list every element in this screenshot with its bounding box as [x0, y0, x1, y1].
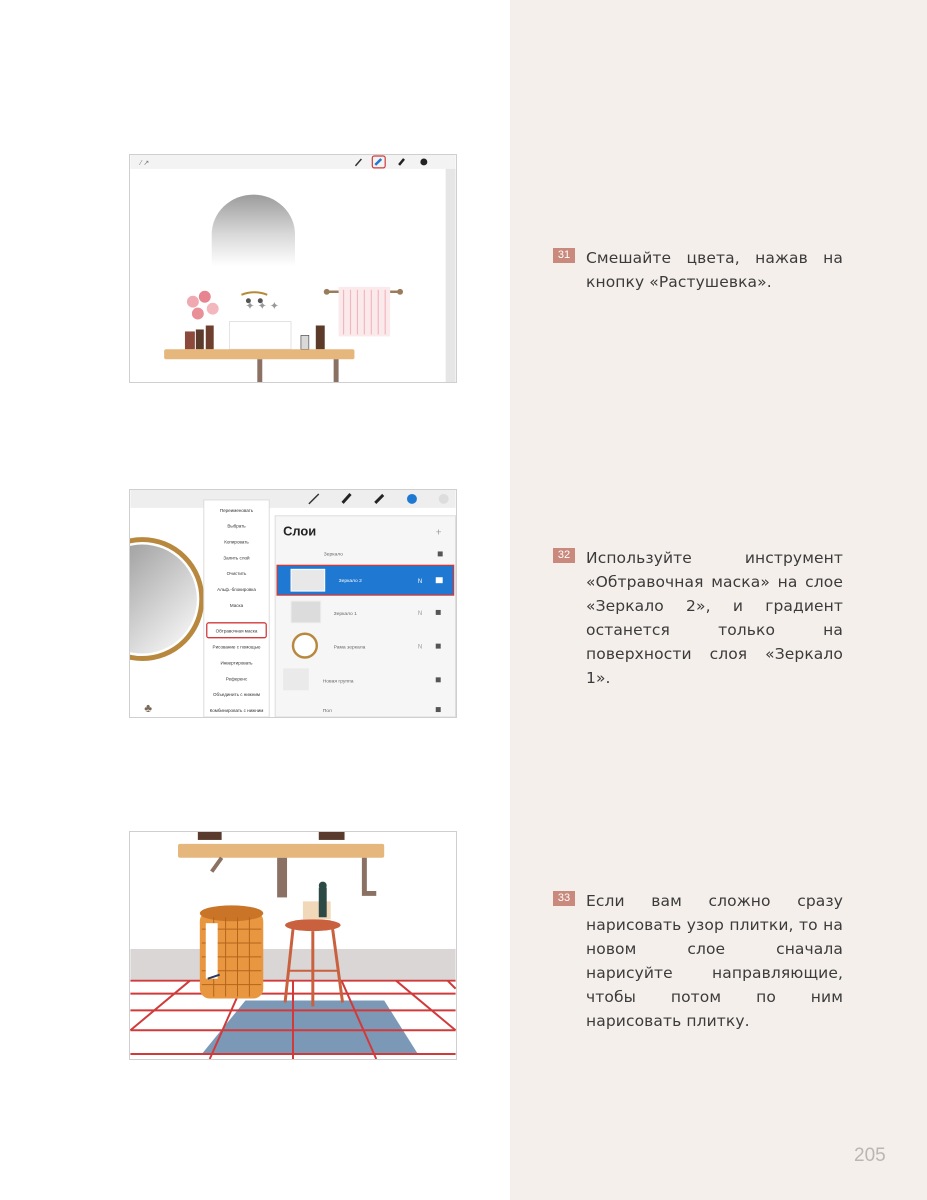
svg-text:✦ ✦ ✦: ✦ ✦ ✦	[245, 300, 279, 313]
screenshot-blend-step	[129, 154, 457, 383]
menu-item[interactable]: Переименовать	[219, 507, 254, 513]
side-scroll	[446, 169, 456, 382]
menu-item[interactable]: Копировать	[224, 539, 249, 545]
layers-icon[interactable]	[407, 494, 417, 504]
layer-name[interactable]: Зеркало	[323, 552, 343, 558]
screenshot-1-illustration	[130, 155, 456, 382]
screenshot-2-illustration	[130, 490, 456, 717]
step-text: Если вам сложно сразу нарисовать узор плитки, то на новом слое сначала нарисуйте направляющие, чтобы потом по ним нарисовать плитку.	[586, 892, 843, 1030]
layer-options-menu	[204, 500, 269, 717]
menu-item[interactable]: Инвертировать	[220, 660, 253, 666]
menu-item[interactable]: Выбрать	[227, 523, 246, 529]
screenshot-3-illustration	[130, 832, 456, 1059]
svg-text:N: N	[417, 610, 423, 617]
layer-thumbnail	[291, 601, 321, 623]
shelf	[164, 349, 354, 359]
step-text: Используйте инструмент «Обтравочная маска» на слое «Зеркало 2», и градиент останется только на поверхности слоя «Зеркало 1».	[586, 549, 843, 687]
layer-thumbnail	[293, 634, 317, 658]
screenshot-clipping-mask-step	[129, 489, 457, 718]
toolbar-icons-left: ⁄ ↗	[140, 159, 150, 167]
menu-item[interactable]: Объединить с нижним	[212, 692, 261, 698]
layer-name[interactable]: Рама зеркала	[333, 645, 366, 651]
step-number: 31	[553, 248, 575, 263]
layers-title: Слои	[283, 523, 317, 539]
layer-name[interactable]: Новая группа	[322, 679, 354, 685]
screenshot-tile-guides-step	[129, 831, 457, 1060]
menu-item[interactable]: Референс	[225, 676, 248, 682]
svg-text:♣: ♣	[144, 701, 153, 716]
layers-icon[interactable]	[420, 158, 427, 165]
shelf	[178, 844, 384, 858]
layer-thumbnail	[291, 569, 325, 591]
toolbar	[130, 155, 455, 169]
baseboard	[130, 949, 455, 981]
laundry-basket	[200, 905, 263, 998]
layer-name[interactable]: Зеркало 1	[333, 611, 357, 617]
step-number: 32	[553, 548, 575, 563]
svg-text:N: N	[417, 579, 423, 586]
menu-item[interactable]: Рисование с помощью	[212, 644, 261, 650]
menu-item[interactable]: Маска	[229, 602, 244, 608]
layer-name[interactable]: Пол	[322, 709, 332, 715]
menu-item[interactable]: Залить слой	[223, 555, 250, 561]
layer-name[interactable]: Зеркало 2	[338, 579, 362, 585]
sink	[230, 322, 291, 350]
step-number: 33	[553, 891, 575, 906]
menu-item-clipping-mask[interactable]: Обтравочная маска	[215, 628, 258, 634]
mirror-gradient	[212, 195, 295, 266]
svg-text:N: N	[417, 644, 423, 651]
toolbar	[130, 490, 455, 508]
mirror-hook	[241, 292, 267, 294]
group-thumbnail	[283, 668, 309, 690]
menu-item[interactable]: Комбинировать с нижним	[209, 708, 264, 714]
step-32	[553, 546, 843, 690]
step-31	[553, 246, 843, 294]
svg-text:+: +	[435, 527, 442, 539]
page-number: 205	[854, 1145, 886, 1166]
step-text: Смешайте цвета, нажав на кнопку «Растушевка».	[586, 249, 843, 291]
menu-item[interactable]: Очистить	[226, 571, 247, 577]
step-33	[553, 889, 843, 1033]
menu-item[interactable]: Альф.-блокировка	[217, 587, 256, 593]
